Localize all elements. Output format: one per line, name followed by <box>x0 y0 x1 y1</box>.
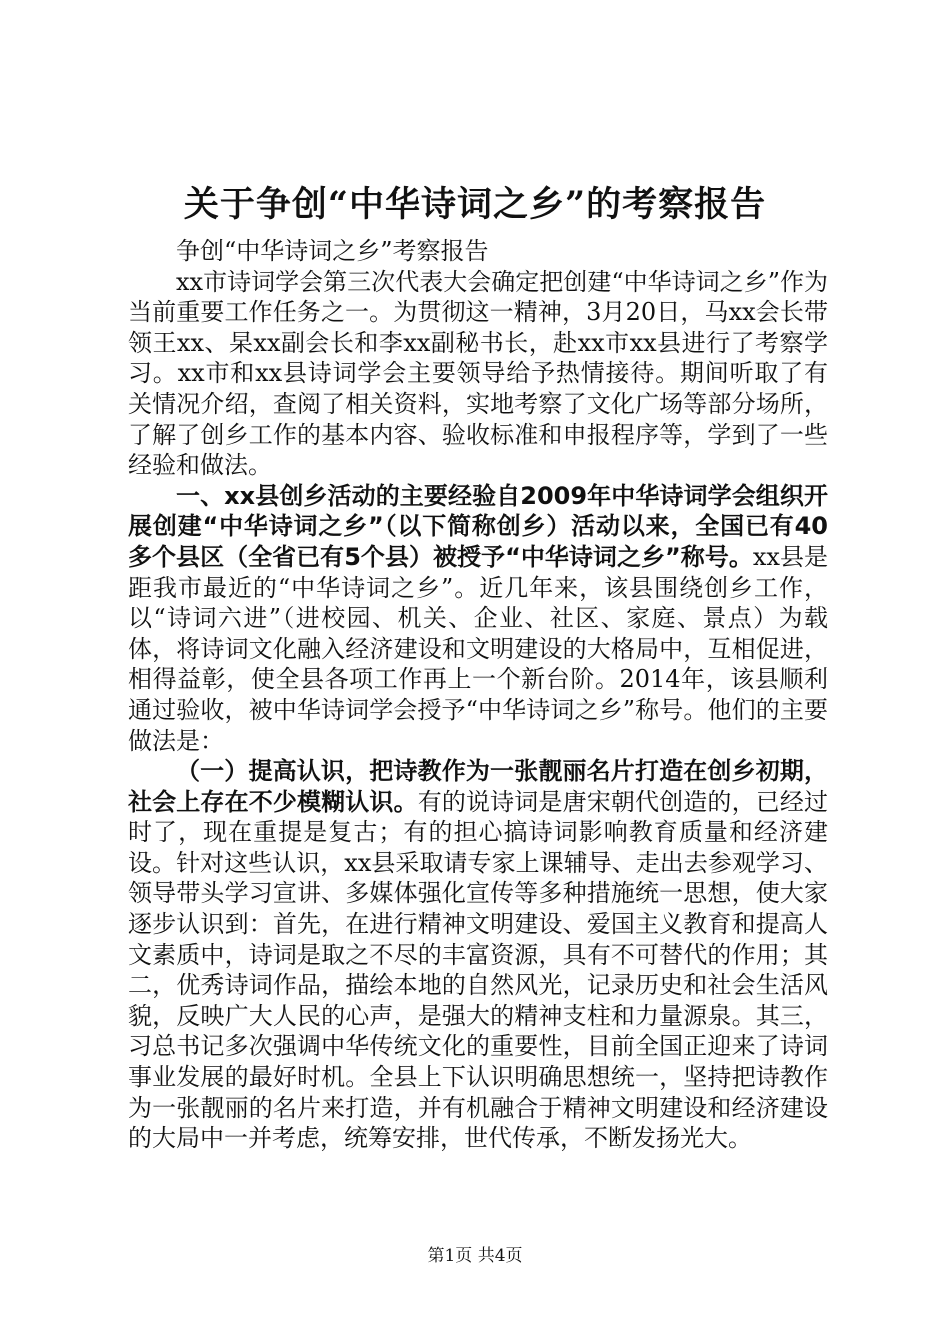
paragraph-intro <box>128 267 828 481</box>
document-title: 关于争创“中华诗词之乡”的考察报告 <box>183 184 767 225</box>
paragraph-text: 争创“中华诗词之乡”考察报告 <box>176 237 489 265</box>
paragraph-text: xx市诗词学会第三次代表大会确定把创建“中华诗词之乡”作为当前重要工作任务之一。为贯彻这一精神，3月20日，马xx会长带领王xx、杲xx副会长和李xx副秘书长，赴xx市xx县进行了考察学习。xx市和xx县诗词学会主要领导给予热情接待。期间听取了有关情况介绍，查阅了相关资料，实地考察了文化广场等部分场所，了解了创乡工作的基本内容、验收标准和申报程序等，学到了一些经验和做法。 <box>128 267 828 480</box>
paragraph-text: xx县是距我市最近的“中华诗词之乡”。近几年来，该县围绕创乡工作，以“诗词六进”（进校园、机关、企业、社区、家庭、景点）为载体，将诗词文化融入经济建设和文明建设的大格局中，互相促进，相得益彰，使全县各项工作再上一个新台阶。2014年，该县顺利通过验收，被中华诗词学会授予“中华诗词之乡”称号。他们的主要做法是： <box>128 542 828 755</box>
page-number-footer: 第1页 共4页 <box>427 1246 523 1266</box>
section-heading: 一、xx县创乡活动的主要经验自2009年中华诗词学会组织开展创建“中华诗词之乡”（以下简称创乡）活动以来，全国已有40多个县区（全省已有5个县）被授予“中华诗词之乡”称号。 <box>128 481 828 571</box>
document-body <box>128 236 828 1154</box>
paragraph-subtitle <box>128 236 828 267</box>
paragraph-section-one <box>128 481 828 756</box>
paragraph-subsection-one <box>128 756 828 1154</box>
paragraph-text: 有的说诗词是唐宋朝代创造的，已经过时了，现在重提是复古；有的担心搞诗词影响教育质量和经济建设。针对这些认识，xx县采取请专家上课辅导、走出去参观学习、领导带头学习宣讲、多媒体强化宣传等多种措施统一思想，使大家逐步认识到：首先，在进行精神文明建设、爱国主义教育和提高人文素质中，诗词是取之不尽的丰富资源，具有不可替代的作用；其二，优秀诗词作品，描绘本地的自然风光，记录历史和社会生活风貌，反映广大人民的心声，是强大的精神支柱和力量源泉。其三，习总书记多次强调中华传统文化的重要性，目前全国正迎来了诗词事业发展的最好时机。全县上下认识明确思想统一，坚持把诗教作为一张靓丽的名片来打造，并有机融合于精神文明建设和经济建设的大局中一并考虑，统筹安排，世代传承，不断发扬光大。 <box>128 787 829 1153</box>
subsection-heading: （一）提高认识，把诗教作为一张靓丽名片打造在创乡初期，社会上存在不少模糊认识。 <box>128 757 828 816</box>
